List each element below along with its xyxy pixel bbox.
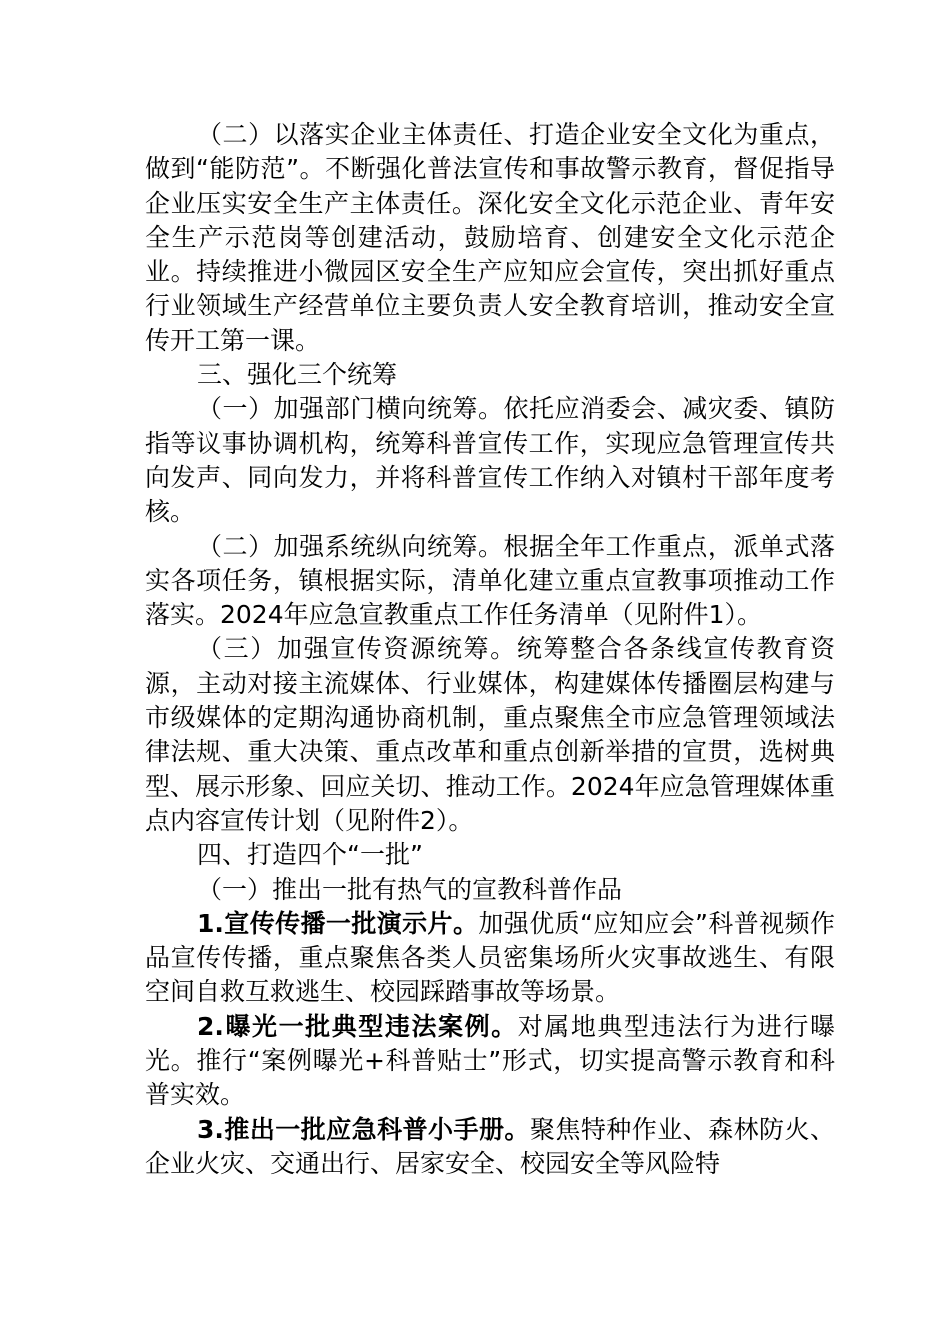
paragraph-enterprise-responsibility: （二）以落实企业主体责任、打造企业安全文化为重点，做到“能防范”。不断强化普法宣传和事故警示教育，督促指导企业压实安全生产主体责任。深化安全文化示范企业、青年安全生产示范岗等创建活动，鼓励培育、创建安全文化示范企业。持续推进小微园区安全生产应知应会宣传，突出抓好重点行业领域生产经营单位主要负责人安全教育培训，推动安全宣传开工第一课。	[145, 120, 835, 355]
list-item-lead: 2.曝光一批典型违法案例。	[197, 1011, 518, 1041]
list-item-text: 对属地典型违法行为进行曝光。推行“案例曝光+科普贴士”形式，切实提高警示教育和科普实效。	[145, 1011, 835, 1110]
list-item-lead: 3.推出一批应急科普小手册。	[197, 1114, 530, 1144]
document-page	[145, 118, 835, 1181]
paragraph-resource-coordination: （三）加强宣传资源统筹。统筹整合各条线宣传教育资源，主动对接主流媒体、行业媒体，构建媒体传播圈层构建与市级媒体的定期沟通协商机制，重点聚焦全市应急管理领域法律法规、重大决策、重点改革和重点创新举措的宣贯，选树典型、展示形象、回应关切、推动工作。2024年应急管理媒体重点内容宣传计划（见附件2）。	[145, 634, 835, 835]
paragraph-vertical-coordination: （二）加强系统纵向统筹。根据全年工作重点，派单式落实各项任务，镇根据实际，清单化建立重点宣教事项推动工作落实。2024年应急宣教重点工作任务清单（见附件1）。	[145, 531, 835, 630]
paragraph-horizontal-coordination: （一）加强部门横向统筹。依托应消委会、减灾委、镇防指等议事协调机构，统筹科普宣传工作，实现应急管理宣传共向发声、同向发力，并将科普宣传工作纳入对镇村干部年度考核。	[145, 394, 835, 527]
list-item-lead: 1.宣传传播一批演示片。	[197, 908, 479, 938]
list-item-demo-films	[145, 907, 835, 1010]
section-heading-four-batches: 四、打造四个“一批”	[197, 840, 423, 870]
list-item-text: 聚焦特种作业、森林防火、企业火灾、交通出行、居家安全、校园安全等风险特	[145, 1114, 835, 1178]
subsection-heading-science-works: （一）推出一批有热气的宣教科普作品	[197, 874, 623, 904]
list-item-illegal-cases	[145, 1010, 835, 1113]
list-item-handbooks	[145, 1113, 835, 1182]
list-item-text: 加强优质“应知应会”科普视频作品宣传传播，重点聚焦各类人员密集场所火灾事故逃生、有限空间自救互救逃生、校园踩踏事故等场景。	[145, 908, 836, 1007]
section-heading-three-coordinations: 三、强化三个统筹	[197, 360, 398, 390]
